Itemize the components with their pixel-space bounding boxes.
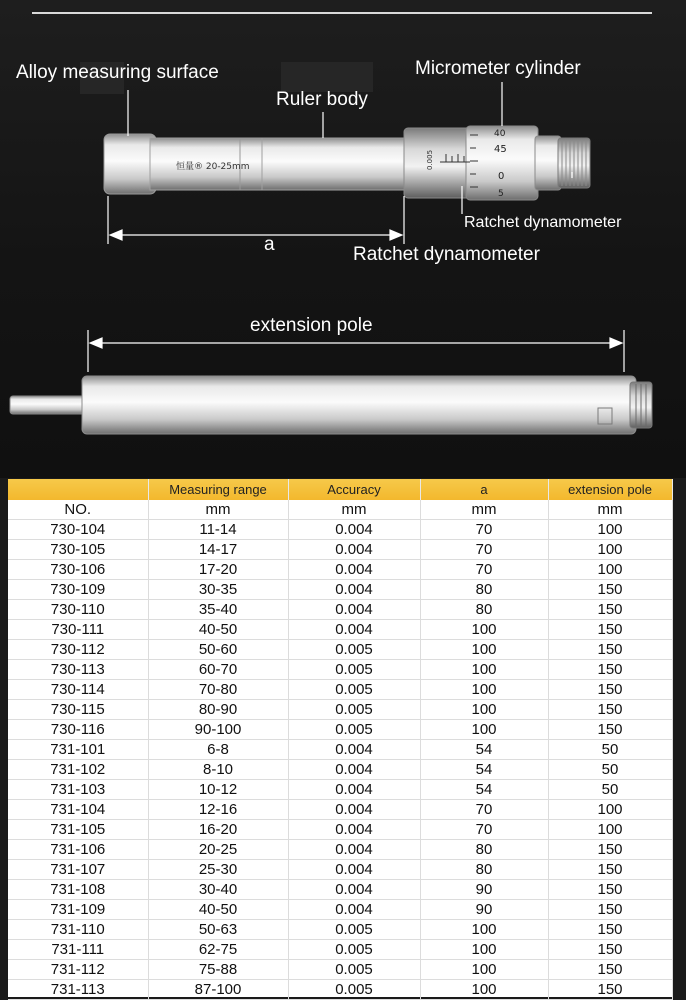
table-cell: 50 [548,740,672,760]
table-cell: 150 [548,940,672,960]
table-cell: 0.004 [288,620,420,640]
table-row [8,780,672,800]
table-cell: 0.004 [288,840,420,860]
table-row [8,660,672,680]
table-cell: 0.005 [288,660,420,680]
table-cell: 730-115 [8,700,148,720]
table-cell: 731-102 [8,760,148,780]
table-cell: 70-80 [148,680,288,700]
table-cell: 0.004 [288,860,420,880]
table-cell: 100 [420,940,548,960]
table-cell: 150 [548,840,672,860]
table-row [8,840,672,860]
table-row [8,680,672,700]
table-cell: 0.004 [288,520,420,540]
table-cell: 25-30 [148,860,288,880]
table-cell: 0.004 [288,880,420,900]
table-cell: 54 [420,780,548,800]
table-row [8,720,672,740]
label-extension-pole: extension pole [250,315,373,336]
table-row [8,700,672,720]
table-cell: 730-114 [8,680,148,700]
table-cell: 0.005 [288,680,420,700]
table-row [8,900,672,920]
table-cell: 50-63 [148,920,288,940]
table-cell: 0.004 [288,600,420,620]
scale-number: 0 [498,171,505,182]
table-cell: 20-25 [148,840,288,860]
table-cell: 731-107 [8,860,148,880]
table-cell: 16-20 [148,820,288,840]
table-cell: 0.005 [288,980,420,1000]
table-row [8,940,672,960]
table-cell: 0.004 [288,540,420,560]
table-cell: 731-105 [8,820,148,840]
table-cell: 0.004 [288,740,420,760]
table-cell: 10-12 [148,780,288,800]
spec-table [8,479,673,1000]
table-cell: 14-17 [148,540,288,560]
table-cell: 100 [548,560,672,580]
table-cell: 30-40 [148,880,288,900]
table-cell: 731-110 [8,920,148,940]
table-cell: 731-113 [8,980,148,1000]
table-cell: 150 [548,860,672,880]
table-cell: 0.005 [288,940,420,960]
table-row [8,820,672,840]
table-cell: 54 [420,740,548,760]
table-cell: 100 [548,520,672,540]
table-cell: 80-90 [148,700,288,720]
table-row [8,920,672,940]
label-ruler-body: Ruler body [276,89,368,110]
table-cell: 731-101 [8,740,148,760]
table-cell: 0.005 [288,640,420,660]
table-cell: 54 [420,760,548,780]
table-row [8,980,672,1000]
label-ratchet-small: Ratchet dynamometer [464,214,622,231]
table-cell: 0.005 [288,920,420,940]
table-cell: 80 [420,840,548,860]
table-cell: 150 [548,640,672,660]
table-cell: 80 [420,600,548,620]
table-cell: 87-100 [148,980,288,1000]
table-row [8,740,672,760]
table-row [8,560,672,580]
sleeve-text: 0.005 [426,149,434,170]
table-cell: 70 [420,800,548,820]
table-cell: 80 [420,860,548,880]
table-cell: 100 [548,800,672,820]
table-cell: 12-16 [148,800,288,820]
table-cell: 731-112 [8,960,148,980]
table-cell: 50-60 [148,640,288,660]
table-row [8,960,672,980]
table-row [8,580,672,600]
table-cell: 75-88 [148,960,288,980]
label-dimension-a: a [264,234,275,255]
table-cell: 100 [420,960,548,980]
unit-cell: mm [288,500,420,520]
table-cell: 0.004 [288,900,420,920]
table-cell: 100 [420,660,548,680]
unit-cell: NO. [8,500,148,520]
table-cell: 731-103 [8,780,148,800]
table-row [8,860,672,880]
table-cell: 0.004 [288,580,420,600]
table-cell: 730-105 [8,540,148,560]
table-cell: 62-75 [148,940,288,960]
table-units-row [8,500,672,520]
spec-table-container [8,479,672,997]
label-micrometer-cylinder: Micrometer cylinder [415,58,581,79]
table-cell: 60-70 [148,660,288,680]
table-row [8,620,672,640]
table-cell: 731-111 [8,940,148,960]
header-cell: extension pole [548,479,672,500]
table-cell: 70 [420,540,548,560]
table-cell: 70 [420,820,548,840]
table-cell: 150 [548,700,672,720]
table-cell: 100 [548,820,672,840]
table-cell: 90 [420,900,548,920]
table-row [8,640,672,660]
table-row [8,520,672,540]
header-cell: a [420,479,548,500]
table-row [8,880,672,900]
table-cell: 6-8 [148,740,288,760]
table-cell: 0.004 [288,560,420,580]
table-row [8,600,672,620]
table-cell: 731-104 [8,800,148,820]
table-cell: 0.005 [288,700,420,720]
table-cell: 30-35 [148,580,288,600]
label-alloy-surface: Alloy measuring surface [16,62,219,83]
table-cell: 150 [548,720,672,740]
table-cell: 731-109 [8,900,148,920]
table-cell: 730-116 [8,720,148,740]
table-cell: 0.004 [288,820,420,840]
table-cell: 150 [548,900,672,920]
table-cell: 730-112 [8,640,148,660]
unit-cell: mm [148,500,288,520]
table-cell: 100 [420,640,548,660]
table-cell: 50 [548,780,672,800]
table-cell: 731-106 [8,840,148,860]
header-cell: Measuring range [148,479,288,500]
table-cell: 90 [420,880,548,900]
table-cell: 17-20 [148,560,288,580]
table-cell: 730-104 [8,520,148,540]
scale-number: 5 [498,189,504,199]
table-cell: 731-108 [8,880,148,900]
table-cell: 100 [420,700,548,720]
engraving-range: 恒量® 20-25mm [176,162,250,172]
table-cell: 80 [420,580,548,600]
table-cell: 100 [548,540,672,560]
table-cell: 40-50 [148,620,288,640]
table-cell: 0.004 [288,780,420,800]
table-cell: 100 [420,680,548,700]
table-cell: 730-111 [8,620,148,640]
unit-cell: mm [420,500,548,520]
table-row [8,540,672,560]
table-cell: 150 [548,580,672,600]
extension-pole [10,376,652,434]
table-row [8,800,672,820]
header-cell [8,479,148,500]
table-cell: 100 [420,620,548,640]
table-cell: 90-100 [148,720,288,740]
table-cell: 35-40 [148,600,288,620]
scale-number: 45 [494,144,507,155]
table-cell: 0.005 [288,720,420,740]
table-cell: 40-50 [148,900,288,920]
table-cell: 150 [548,960,672,980]
label-ratchet-large: Ratchet dynamometer [353,244,540,265]
table-cell: 8-10 [148,760,288,780]
table-cell: 70 [420,520,548,540]
table-cell: 150 [548,600,672,620]
scale-number: 40 [494,129,506,139]
table-cell: 100 [420,980,548,1000]
table-header-row [8,479,672,500]
table-cell: 100 [420,920,548,940]
table-row [8,760,672,780]
table-cell: 730-109 [8,580,148,600]
table-cell: 0.004 [288,760,420,780]
table-cell: 100 [420,720,548,740]
table-cell: 730-113 [8,660,148,680]
table-cell: 150 [548,980,672,1000]
unit-cell: mm [548,500,672,520]
table-cell: 50 [548,760,672,780]
product-diagram-panel [0,0,686,478]
table-cell: 11-14 [148,520,288,540]
table-cell: 730-106 [8,560,148,580]
table-cell: 150 [548,680,672,700]
table-cell: 0.004 [288,800,420,820]
table-cell: 150 [548,920,672,940]
header-cell: Accuracy [288,479,420,500]
table-cell: 150 [548,880,672,900]
table-cell: 70 [420,560,548,580]
table-cell: 730-110 [8,600,148,620]
table-cell: 150 [548,620,672,640]
table-cell: 150 [548,660,672,680]
table-cell: 0.005 [288,960,420,980]
